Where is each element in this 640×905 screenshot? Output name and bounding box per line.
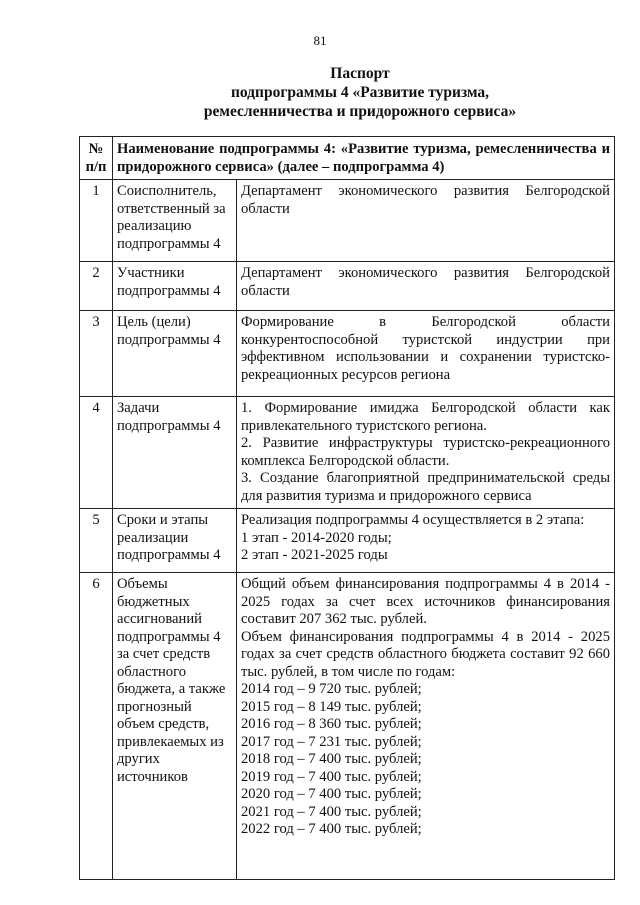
row-value <box>237 311 615 397</box>
row-value-line: 1 этап - 2014-2020 годы; <box>241 529 392 546</box>
table-row <box>80 262 615 311</box>
row-name: Соисполнитель, ответственный за реализацию подпрограммы 4 <box>113 180 237 262</box>
row-value-line: 2022 год – 7 400 тыс. рублей; <box>241 821 422 837</box>
row-value-line: Общий объем финансирования подпрограммы 4 в 2014 - 2025 годах за счет всех источников финансирования составит 207 362 тыс. рублей. <box>241 576 610 627</box>
row-name: Цель (цели) подпрограммы 4 <box>113 311 237 397</box>
title-line-3: ремесленничества и придорожного сервиса» <box>203 103 517 120</box>
table-row <box>80 180 615 262</box>
row-value <box>237 180 615 262</box>
header-number-cell: № п/п <box>80 137 113 180</box>
row-value-line: Реализация подпрограммы 4 осуществляется в 2 этапа: <box>241 512 585 528</box>
row-value-line: 2019 год – 7 400 тыс. рублей; <box>241 768 422 785</box>
row-value <box>237 573 615 880</box>
page-number: 81 <box>313 33 327 48</box>
row-value-line: 2. Развитие инфраструктуры туристско-рекреационного комплекса Белгородской области. <box>241 435 610 469</box>
row-value-line: 2015 год – 8 149 тыс. рублей; <box>241 698 422 715</box>
row-value-line: 1. Формирование имиджа Белгородской области как привлекательного туристского региона. <box>241 400 610 434</box>
passport-table <box>79 136 615 880</box>
row-value-line: Департамент экономического развития Белгородской области <box>241 265 610 299</box>
row-name: Объемы бюджетных ассигнований подпрограммы 4 за счет средств областного бюджета, а также прогнозный объем средств, привлекаемых из других источников <box>113 573 237 880</box>
row-number: 2 <box>80 262 113 311</box>
table-row <box>80 509 615 573</box>
table-row <box>80 311 615 397</box>
table-row <box>80 397 615 509</box>
title-line-2: подпрограммы 4 «Развитие туризма, <box>230 84 490 101</box>
row-value-line: 2 этап - 2021-2025 годы <box>241 547 388 563</box>
table-row <box>80 573 615 880</box>
row-value-line: 2021 год – 7 400 тыс. рублей; <box>241 803 422 820</box>
row-name: Сроки и этапы реализации подпрограммы 4 <box>113 509 237 573</box>
row-value-line: 2017 год – 7 231 тыс. рублей; <box>241 733 422 750</box>
title-line-1: Паспорт <box>330 65 390 82</box>
row-name: Участники подпрограммы 4 <box>113 262 237 311</box>
row-value <box>237 262 615 311</box>
table-header-row <box>80 137 615 180</box>
row-name: Задачи подпрограммы 4 <box>113 397 237 509</box>
row-number: 6 <box>80 573 113 880</box>
row-value-line: 2016 год – 8 360 тыс. рублей; <box>241 716 422 732</box>
row-value-line: 2018 год – 7 400 тыс. рублей; <box>241 751 422 767</box>
row-value-line: 3. Создание благоприятной предпринимательской среды для развития туризма и придорожного сервиса <box>241 470 610 504</box>
row-number: 1 <box>80 180 113 262</box>
row-value <box>237 509 615 573</box>
row-value-line: Объем финансирования подпрограммы 4 в 2014 - 2025 годах за счет средств областного бюджета составит 92 660 тыс. рублей, в том числе по годам: <box>241 628 610 680</box>
row-value-line: 2020 год – 7 400 тыс. рублей; <box>241 786 422 802</box>
row-value-line: 2014 год – 9 720 тыс. рублей; <box>241 681 422 697</box>
row-number: 5 <box>80 509 113 573</box>
header-title-cell: Наименование подпрограммы 4: «Развитие туризма, ремесленничества и придорожного сервиса» (далее – подпрограмма 4) <box>113 137 615 180</box>
row-value <box>237 397 615 509</box>
row-number: 3 <box>80 311 113 397</box>
row-value-line: Департамент экономического развития Белгородской области <box>241 183 610 217</box>
document-title <box>60 64 640 121</box>
row-number: 4 <box>80 397 113 509</box>
row-value-line: Формирование в Белгородской области конкурентоспособной туристской индустрии при эффективном использовании и сохранении туристско-рекреационных ресурсов региона <box>241 314 610 383</box>
